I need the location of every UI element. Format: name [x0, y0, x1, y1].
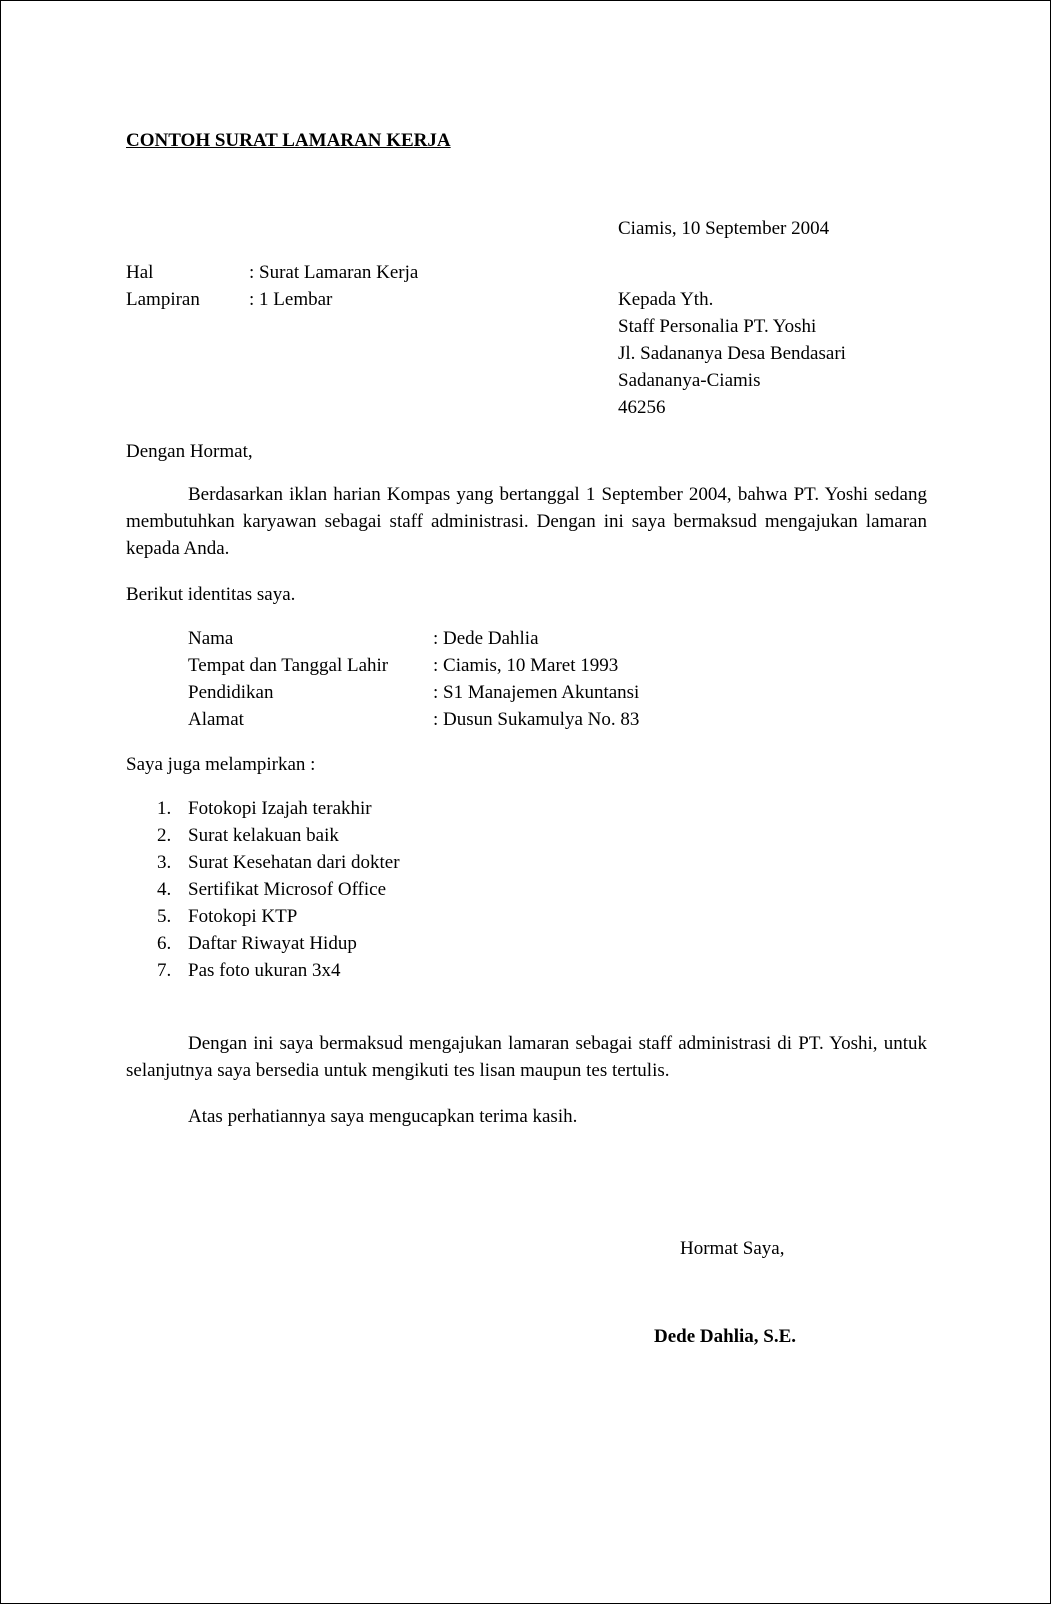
list-item-number: 6.	[157, 933, 172, 954]
identity-label: Pendidikan	[188, 682, 274, 703]
recipient-line: Staff Personalia PT. Yoshi	[618, 316, 817, 337]
list-item-number: 4.	[157, 879, 172, 900]
place-date: Ciamis, 10 September 2004	[618, 218, 830, 239]
identity-value: : Dusun Sukamulya No. 83	[433, 709, 640, 730]
list-item: Fotokopi KTP	[188, 906, 298, 927]
recipient-postcode: 46256	[618, 397, 666, 418]
list-item-number: 7.	[157, 960, 172, 981]
identity-value: : Dede Dahlia	[433, 628, 539, 649]
list-item-number: 5.	[157, 906, 172, 927]
recipient-line: Kepada Yth.	[618, 289, 714, 310]
list-item: Surat Kesehatan dari dokter	[188, 852, 400, 873]
list-item: Fotokopi Izajah terakhir	[188, 798, 372, 819]
greeting: Dengan Hormat,	[126, 441, 253, 462]
identity-value: : S1 Manajemen Akuntansi	[433, 682, 640, 703]
signature-name: Dede Dahlia, S.E.	[654, 1326, 796, 1347]
identity-intro: Berikut identitas saya.	[126, 584, 296, 605]
paragraph-thanks: Atas perhatiannya saya mengucapkan terima kasih.	[188, 1106, 578, 1127]
list-item: Surat kelakuan baik	[188, 825, 339, 846]
attachments-intro: Saya juga melampirkan :	[126, 754, 316, 775]
identity-label: Tempat dan Tanggal Lahir	[188, 655, 389, 676]
recipient-line: Jl. Sadananya Desa Bendasari	[618, 343, 846, 364]
list-item-number: 1.	[157, 798, 172, 819]
closing: Hormat Saya,	[680, 1238, 785, 1259]
list-item: Sertifikat Microsof Office	[188, 879, 387, 900]
list-item: Daftar Riwayat Hidup	[188, 933, 357, 954]
list-item-number: 2.	[157, 825, 172, 846]
list-item-number: 3.	[157, 852, 172, 873]
recipient-line: Sadananya-Ciamis	[618, 370, 761, 391]
lampiran-value: : 1 Lembar	[249, 289, 333, 310]
identity-label: Nama	[188, 628, 234, 649]
paragraph-opening: Berdasarkan iklan harian Kompas yang bertanggal 1 September 2004, bahwa PT. Yoshi sedang membutuhkan karyawan sebagai staff administrasi. Dengan ini saya bermaksud mengajukan lamaran kepada Anda.	[126, 484, 927, 559]
identity-value: : Ciamis, 10 Maret 1993	[433, 655, 619, 676]
lampiran-label: Lampiran	[126, 289, 200, 310]
paragraph-purpose: Dengan ini saya bermaksud mengajukan lamaran sebagai staff administrasi di PT. Yoshi, untuk selanjutnya saya bersedia untuk mengikuti tes lisan maupun tes tertulis.	[126, 1033, 927, 1081]
hal-label: Hal	[126, 262, 154, 283]
letter-title: CONTOH SURAT LAMARAN KERJA	[126, 130, 451, 151]
identity-label: Alamat	[188, 709, 244, 730]
list-item: Pas foto ukuran 3x4	[188, 960, 341, 981]
hal-value: : Surat Lamaran Kerja	[249, 262, 419, 283]
